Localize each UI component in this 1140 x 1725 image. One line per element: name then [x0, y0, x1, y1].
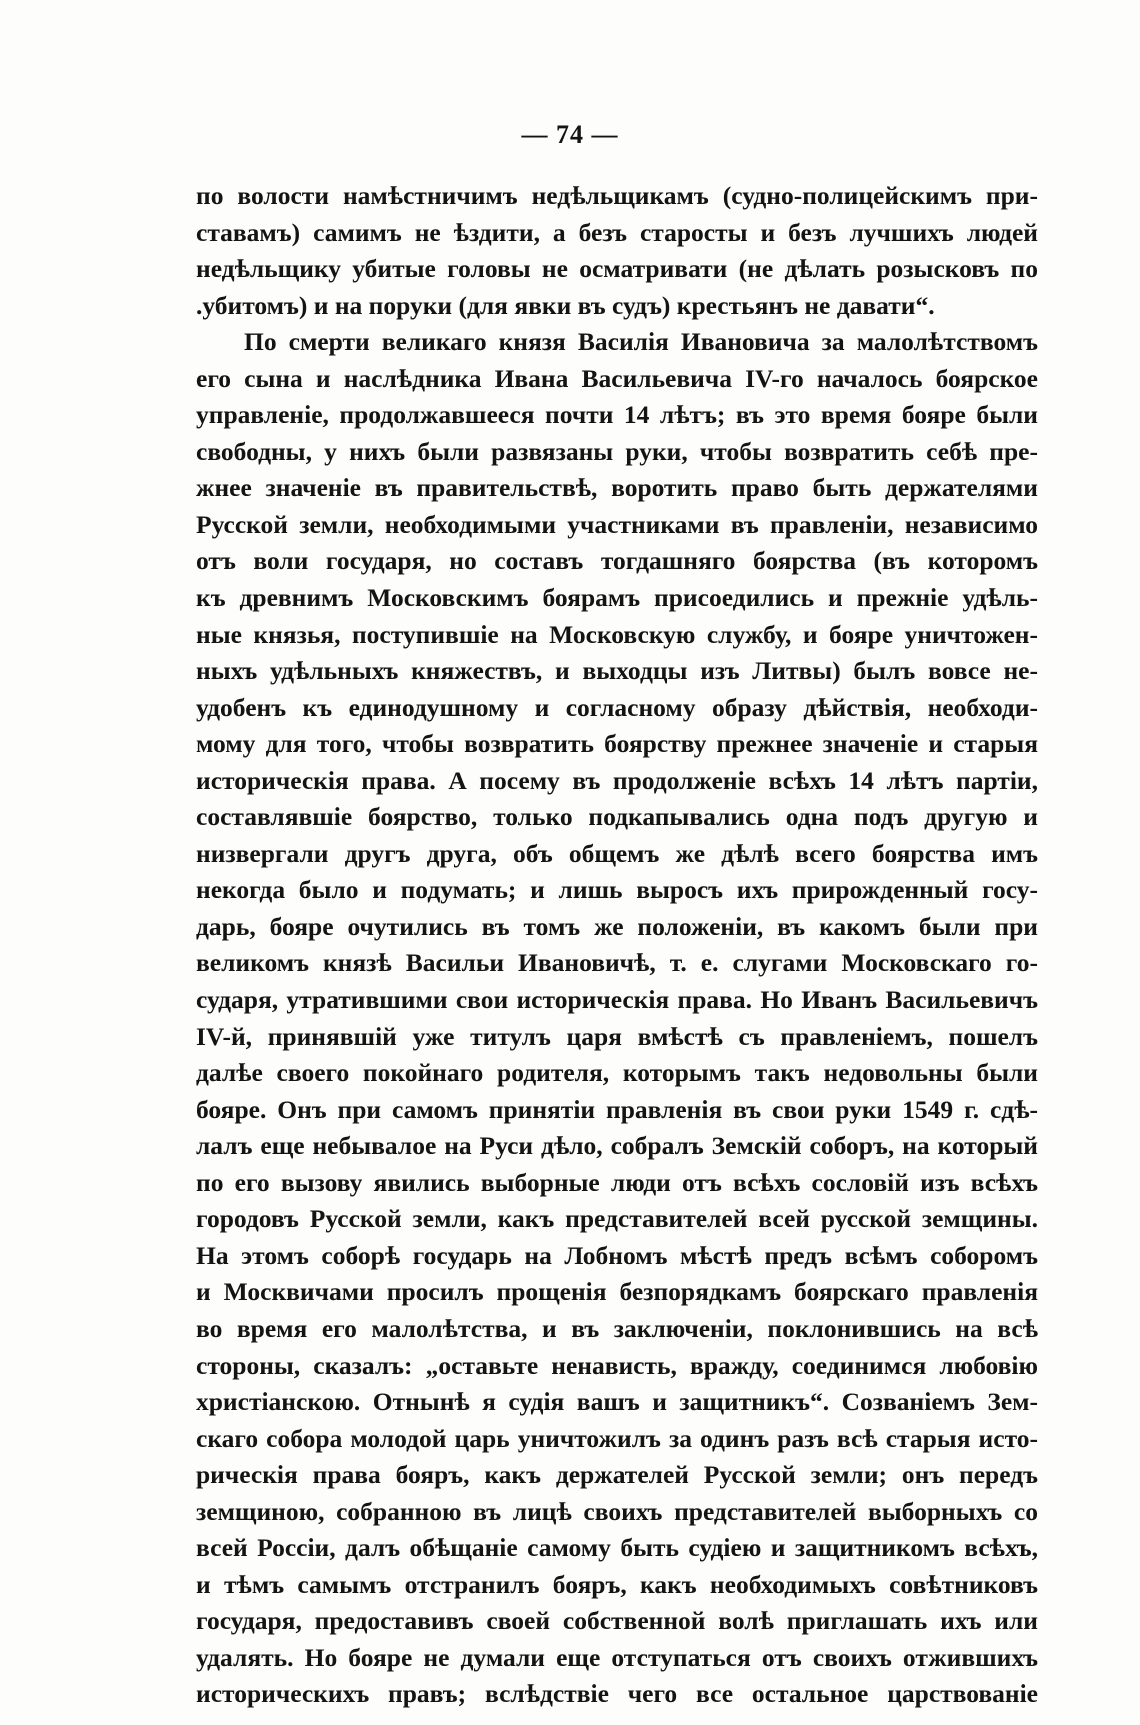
text-line: .убитомъ) и на поруки (для явки въ судъ) крестьянъ не давати“. [196, 290, 935, 320]
body-text [196, 178, 1038, 1713]
text-line: всей Россіи, далъ обѣщаніе самому быть судіею и защитникомъ всѣхъ, [196, 1533, 1038, 1563]
text-line: ставамъ) самимъ не ѣздити, а безъ старосты и безъ лучшихъ людей [196, 217, 1038, 247]
text-line: свободны, у нихъ были развязаны руки, чтобы возвратить себѣ пре- [196, 436, 1038, 466]
text-line: рическія права бояръ, какъ держателей Русской земли; онъ передъ [196, 1460, 1038, 1490]
text-line: государя, предоставивъ своей собственной волѣ приглашать ихъ или [196, 1606, 1038, 1636]
text-line: недѣльщику убитые головы не осматривати (не дѣлать розысковъ по [196, 254, 1038, 284]
text-line: во время его малолѣтства, и въ заключеніи, поклонившись на всѣ [196, 1313, 1038, 1343]
text-line: некогда было и подумать; и лишь выросъ ихъ прирожденный госу- [196, 875, 1038, 905]
text-line: историческихъ правъ; вслѣдствіе чего все остальное царствованіе [196, 1679, 1038, 1709]
text-line: низвергали другъ друга, объ общемъ же дѣлѣ всего боярства имъ [196, 838, 1038, 868]
text-line: Русской земли, необходимыми участниками въ правленіи, независимо [196, 509, 1038, 539]
text-line: къ древнимъ Московскимъ боярамъ присоедились и прежніе удѣль- [196, 583, 1038, 613]
text-line: историческія права. А посему въ продолженіе всѣхъ 14 лѣтъ партіи, [196, 765, 1038, 795]
text-line: его сына и наслѣдника Ивана Васильевича IV-го началось боярское [196, 363, 1038, 393]
text-line: дарь, бояре очутились въ томъ же положеніи, въ какомъ были при [196, 911, 1038, 941]
text-line: великомъ князѣ Васильи Ивановичѣ, т. е. слугами Московскаго го- [196, 948, 1038, 978]
text-line: по волости намѣстничимъ недѣльщикамъ (судно-полицейскимъ при- [196, 181, 1038, 210]
text-line: управленіе, продолжавшееся почти 14 лѣтъ; въ это время бояре были [196, 400, 1038, 430]
text-line: стороны, сказалъ: „оставьте ненависть, вражду, соединимся любовію [196, 1350, 1038, 1380]
text-line: ныхъ удѣльныхъ княжествъ, и выходцы изъ Литвы) былъ вовсе не- [196, 656, 1038, 686]
text-line: лалъ еще небывалое на Руси дѣло, собралъ Земскій соборъ, на который [196, 1131, 1038, 1161]
text-line: земщиною, собранною въ лицѣ своихъ представителей выборныхъ со [196, 1496, 1038, 1526]
text-line: составлявшіе боярство, только подкапывались одна подъ другую и [196, 802, 1038, 832]
text-line: скаго собора молодой царь уничтожилъ за одинъ разъ всѣ старыя исто- [196, 1423, 1038, 1453]
text-line: христіанскою. Отнынѣ я судія вашъ и защитникъ“. Созваніемъ Зем- [196, 1387, 1038, 1417]
text-line: IV-й, принявшій уже титулъ царя вмѣстѣ съ правленіемъ, пошелъ [196, 1021, 1038, 1051]
text-line: далѣе своего покойнаго родителя, которымъ такъ недовольны были [196, 1058, 1038, 1088]
text-line: По смерти великаго князя Василія Ивановича за малолѣтствомъ [244, 327, 1038, 357]
text-line: ные князья, поступившіе на Московскую службу, и бояре уничтожен- [196, 619, 1038, 649]
text-line: городовъ Русской земли, какъ представителей всей русской земщины. [196, 1204, 1038, 1234]
text-line: На этомъ соборѣ государь на Лобномъ мѣстѣ предъ всѣмъ соборомъ [196, 1240, 1038, 1270]
page-number: — 74 — [521, 120, 619, 149]
text-line: по его вызову явились выборные люди отъ всѣхъ сословій изъ всѣхъ [196, 1167, 1038, 1197]
text-line: удобенъ къ единодушному и согласному образу дѣйствія, необходи- [196, 692, 1038, 722]
text-line: мому для того, чтобы возвратить боярству прежнее значеніе и старыя [196, 729, 1038, 759]
text-line: отъ воли государя, но составъ тогдашняго боярства (въ которомъ [196, 546, 1038, 576]
text-line: бояре. Онъ при самомъ принятіи правленія въ свои руки 1549 г. сдѣ- [196, 1094, 1038, 1124]
text-line: сударя, утратившими свои историческія права. Но Иванъ Васильевичъ [196, 985, 1038, 1015]
text-line: и тѣмъ самымъ отстранилъ бояръ, какъ необходимыхъ совѣтниковъ [196, 1569, 1038, 1599]
text-line: и Москвичами просилъ прощенія безпорядкамъ боярскаго правленія [196, 1277, 1038, 1307]
text-line: жнее значеніе въ правительствѣ, воротить право быть держателями [196, 473, 1038, 503]
text-line: удалять. Но бояре не думали еще отступаться отъ своихъ отжившихъ [196, 1642, 1038, 1672]
